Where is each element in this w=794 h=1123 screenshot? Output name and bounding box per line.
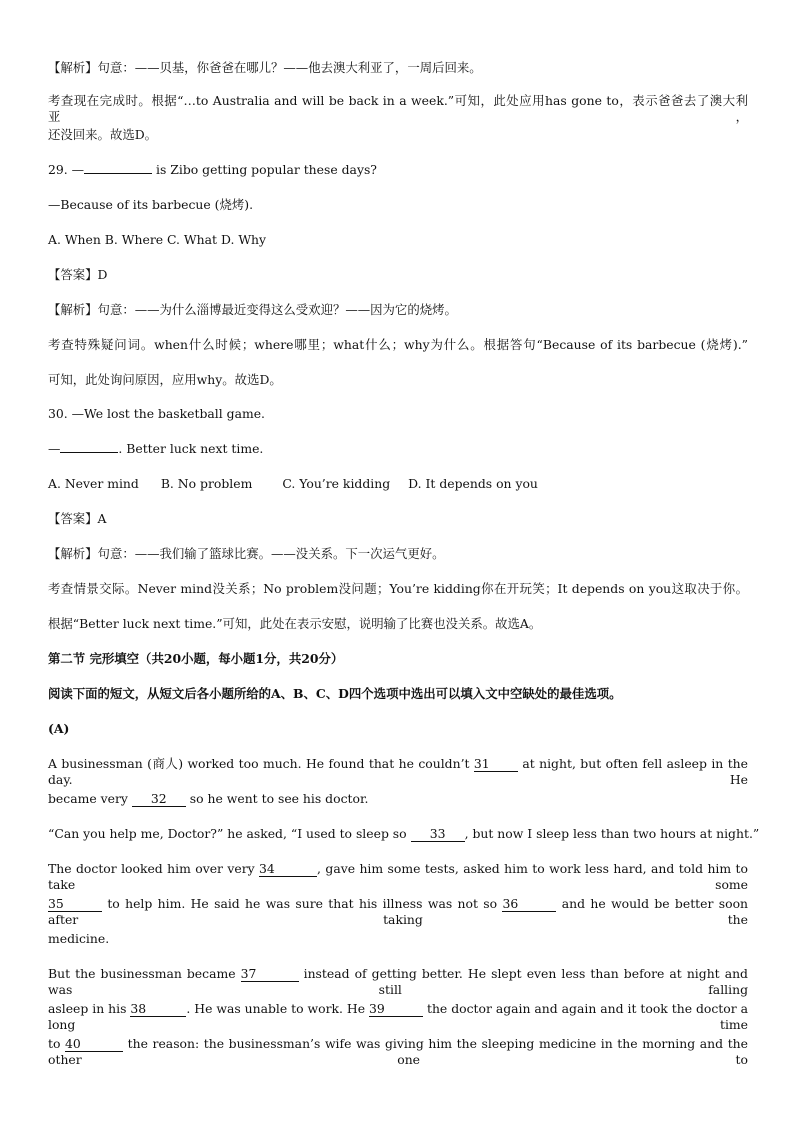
passage-text: at night, but often fell asleep in the day. He [48, 756, 748, 787]
blank-32: 32 [132, 792, 186, 807]
passage-line-9 [48, 1036, 748, 1068]
passage-text: instead of getting better. He slept even less than before at night and was still falling [48, 966, 748, 997]
blank-40: 40 [65, 1037, 123, 1052]
blank-38: 38 [130, 1002, 186, 1017]
q30-option-a: A. Never mind [48, 476, 139, 491]
q28-analysis: 【解析】句意：——贝基，你爸爸在哪儿？——他去澳大利亚了，一周后回来。 [48, 60, 482, 75]
passage-text: The doctor looked him over very [48, 861, 260, 876]
blank-31: 31 [474, 757, 518, 772]
q29-stem [48, 162, 377, 178]
section-instruction: 阅读下面的短文，从短文后各小题所给的A、B、C、D四个选项中选出可以填入文中空缺处的最佳选项。 [48, 686, 622, 701]
q30-blank [60, 452, 118, 453]
q29-analysis: 【解析】句意：——为什么淄博最近变得这么受欢迎？——因为它的烧烤。 [48, 302, 457, 317]
passage-text: , but now I sleep less than two hours at night.” [464, 826, 760, 841]
blank-36: 36 [502, 897, 556, 912]
passage-line-1 [48, 756, 748, 788]
blank-37: 37 [241, 967, 299, 982]
passage-text: , gave him some tests, asked him to work less hard, and told him to take some [48, 861, 748, 892]
q28-explanation-line-1: 考查现在完成时。根据“…to Australia and will be back in a week.”可知，此处应用has gone to，表示爸爸去了澳大利亚， [48, 93, 748, 124]
q30-option-c: C. You’re kidding [282, 476, 391, 491]
q29-answer: 【答案】D [48, 267, 108, 282]
passage-text: A businessman (商人) worked too much. He found that he couldn’t [48, 756, 474, 771]
q30-option-d: D. It depends on you [408, 476, 538, 491]
q30-options [48, 476, 538, 492]
passage-text: to [48, 1036, 66, 1051]
passage-line-4 [48, 861, 748, 893]
passage-line-5 [48, 896, 748, 928]
passage-line-7 [48, 966, 748, 998]
passage-line-6: medicine. [48, 931, 110, 946]
q29-stem-text: is Zibo getting popular these days? [152, 162, 377, 177]
passage-line-2 [48, 791, 368, 807]
q30-stem: 30. —We lost the basketball game. [48, 406, 265, 421]
passage-text: became very [48, 791, 132, 806]
q30-reply [48, 441, 263, 457]
q29-options: A. When B. Where C. What D. Why [48, 232, 267, 247]
q30-explanation-line-1: 考查情景交际。Never mind没关系；No problem没问题；You’re kidding你在开玩笑；It depends on you这取决于你。 [48, 581, 748, 596]
passage-label: (A) [48, 721, 70, 736]
blank-39: 39 [369, 1002, 423, 1017]
q29-explanation-line-1: 考查特殊疑问词。when什么时候；where哪里；what什么；why为什么。根据答句“Because of its barbecue (烧烤).” [48, 337, 748, 352]
passage-text: “Can you help me, Doctor?” he asked, “I used to sleep so [48, 826, 411, 841]
q30-explanation-line-2: 根据“Better luck next time.”可知，此处在表示安慰，说明输了比赛也没关系。故选A。 [48, 616, 542, 631]
blank-34: 34 [259, 862, 317, 877]
passage-text: so he went to see his doctor. [185, 791, 369, 806]
passage-text: But the businessman became [48, 966, 241, 981]
q28-explanation-line-2: 还没回来。故选D。 [48, 127, 158, 142]
q30-answer: 【答案】A [48, 511, 107, 526]
q30-reply-text: . Better luck next time. [118, 441, 264, 456]
passage-text: . He was unable to work. He [186, 1001, 370, 1016]
passage-text: the reason: the businessman’s wife was giving him the sleeping medicine in the morning and the other one to [48, 1036, 748, 1067]
blank-35: 35 [48, 897, 102, 912]
passage-line-8 [48, 1001, 748, 1033]
blank-33: 33 [411, 827, 465, 842]
section-title: 第二节 完形填空（共20小题，每小题1分，共20分） [48, 651, 344, 666]
passage-text: the doctor again and again and it took the doctor a long time [48, 1001, 748, 1032]
q30-option-b: B. No problem [160, 476, 253, 491]
q29-number: 29. — [48, 162, 85, 177]
passage-line-3 [48, 826, 759, 842]
q30-dash: — [48, 441, 61, 456]
passage-text: asleep in his [48, 1001, 131, 1016]
passage-text: to help him. He said he was sure that his illness was not so [102, 896, 503, 911]
q30-analysis: 【解析】句意：——我们输了篮球比赛。——没关系。下一次运气更好。 [48, 546, 445, 561]
q29-explanation-line-2: 可知，此处询问原因，应用why。故选D。 [48, 372, 282, 387]
q29-blank [84, 173, 152, 174]
q29-reply: —Because of its barbecue (烧烤). [48, 197, 254, 212]
passage-text: and he would be better soon after taking the [48, 896, 749, 927]
